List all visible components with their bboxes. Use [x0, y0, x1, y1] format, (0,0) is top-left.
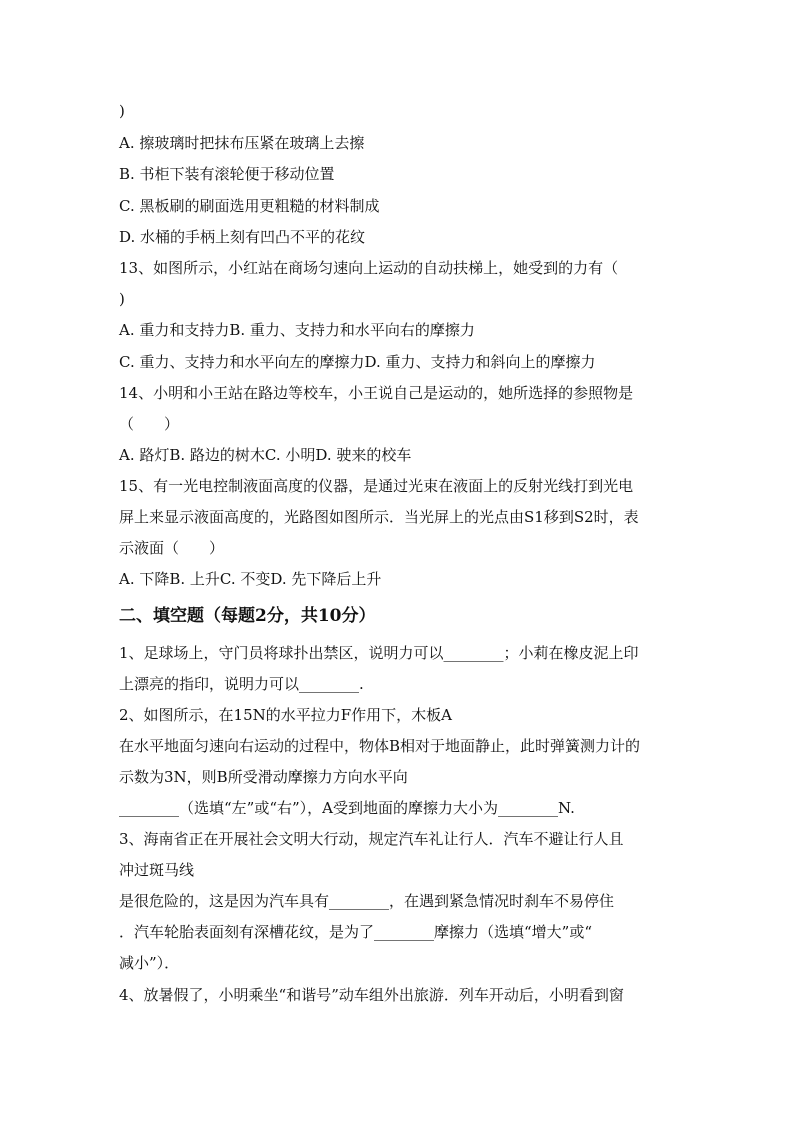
question-13-options-ab: A. 重力和支持力B. 重力、支持力和水平向右的摩擦力: [119, 321, 475, 339]
question-12-option-c: C. 黑板刷的刷面选用更粗糙的材料制成: [119, 197, 380, 215]
fill-3-line-3: 是很危险的，这是因为汽车具有________，在遇到紧急情况时刹车不易停住: [119, 892, 615, 910]
fill-3-line-2: 冲过斑马线: [119, 861, 195, 879]
fill-2-line-3: 示数为3N，则B所受滑动摩擦力方向水平向: [119, 768, 408, 786]
question-14-stem: 14、小明和小王站在路边等校车，小王说自己是运动的，她所选择的参照物是: [119, 384, 634, 402]
question-15-stem-line-2: 屏上来显示液面高度的，光路图如图所示．当光屏上的光点由S1移到S2时，表: [119, 508, 639, 526]
question-14-options: A. 路灯B. 路边的树木C. 小明D. 驶来的校车: [119, 446, 412, 464]
question-13-bracket-close: ): [119, 290, 125, 308]
question-12-bracket-close: ): [119, 102, 125, 120]
question-15-stem-line-1: 15、有一光电控制液面高度的仪器，是通过光束在液面上的反射光线打到光电: [119, 477, 634, 495]
question-12-option-a: A. 擦玻璃时把抹布压紧在玻璃上去擦: [119, 134, 365, 152]
fill-2-line-1: 2、如图所示，在15N的水平拉力F作用下，木板A: [119, 706, 452, 724]
section-heading-fill-in: 二、填空题（每题2分，共10分）: [119, 606, 376, 626]
fill-1-line-2: 上漂亮的指印，说明力可以________.: [119, 675, 364, 693]
question-13-stem: 13、如图所示，小红站在商场匀速向上运动的自动扶梯上，她受到的力有（: [119, 259, 619, 277]
fill-4-line-1: 4、放暑假了，小明乘坐“和谐号”动车组外出旅游．列车开动后，小明看到窗: [119, 986, 624, 1004]
fill-3-line-4: ．汽车轮胎表面刻有深槽花纹，是为了________摩擦力（选填“增大”或“: [119, 923, 593, 941]
fill-2-line-2: 在水平地面匀速向右运动的过程中，物体B相对于地面静止，此时弹簧测力计的: [119, 737, 641, 755]
fill-3-line-5: 减小”）．: [119, 954, 180, 972]
question-15-stem-line-3: 示液面（ ）: [119, 539, 225, 557]
fill-3-line-1: 3、海南省正在开展社会文明大行动，规定汽车礼让行人．汽车不避让行人且: [119, 830, 624, 848]
fill-1-line-1: 1、足球场上，守门员将球扑出禁区，说明力可以________；小莉在橡皮泥上印: [119, 644, 639, 662]
question-12-option-d: D. 水桶的手柄上刻有凹凸不平的花纹: [119, 228, 366, 246]
question-15-options: A. 下降B. 上升C. 不变D. 先下降后上升: [119, 570, 382, 588]
question-12-option-b: B. 书柜下装有滚轮便于移动位置: [119, 165, 335, 183]
question-14-bracket: （ ）: [119, 415, 180, 433]
question-13-options-cd: C. 重力、支持力和水平向左的摩擦力D. 重力、支持力和斜向上的摩擦力: [119, 353, 596, 371]
fill-2-line-4: ________（选填“左”或“右”），A受到地面的摩擦力大小为________N.: [119, 799, 575, 817]
